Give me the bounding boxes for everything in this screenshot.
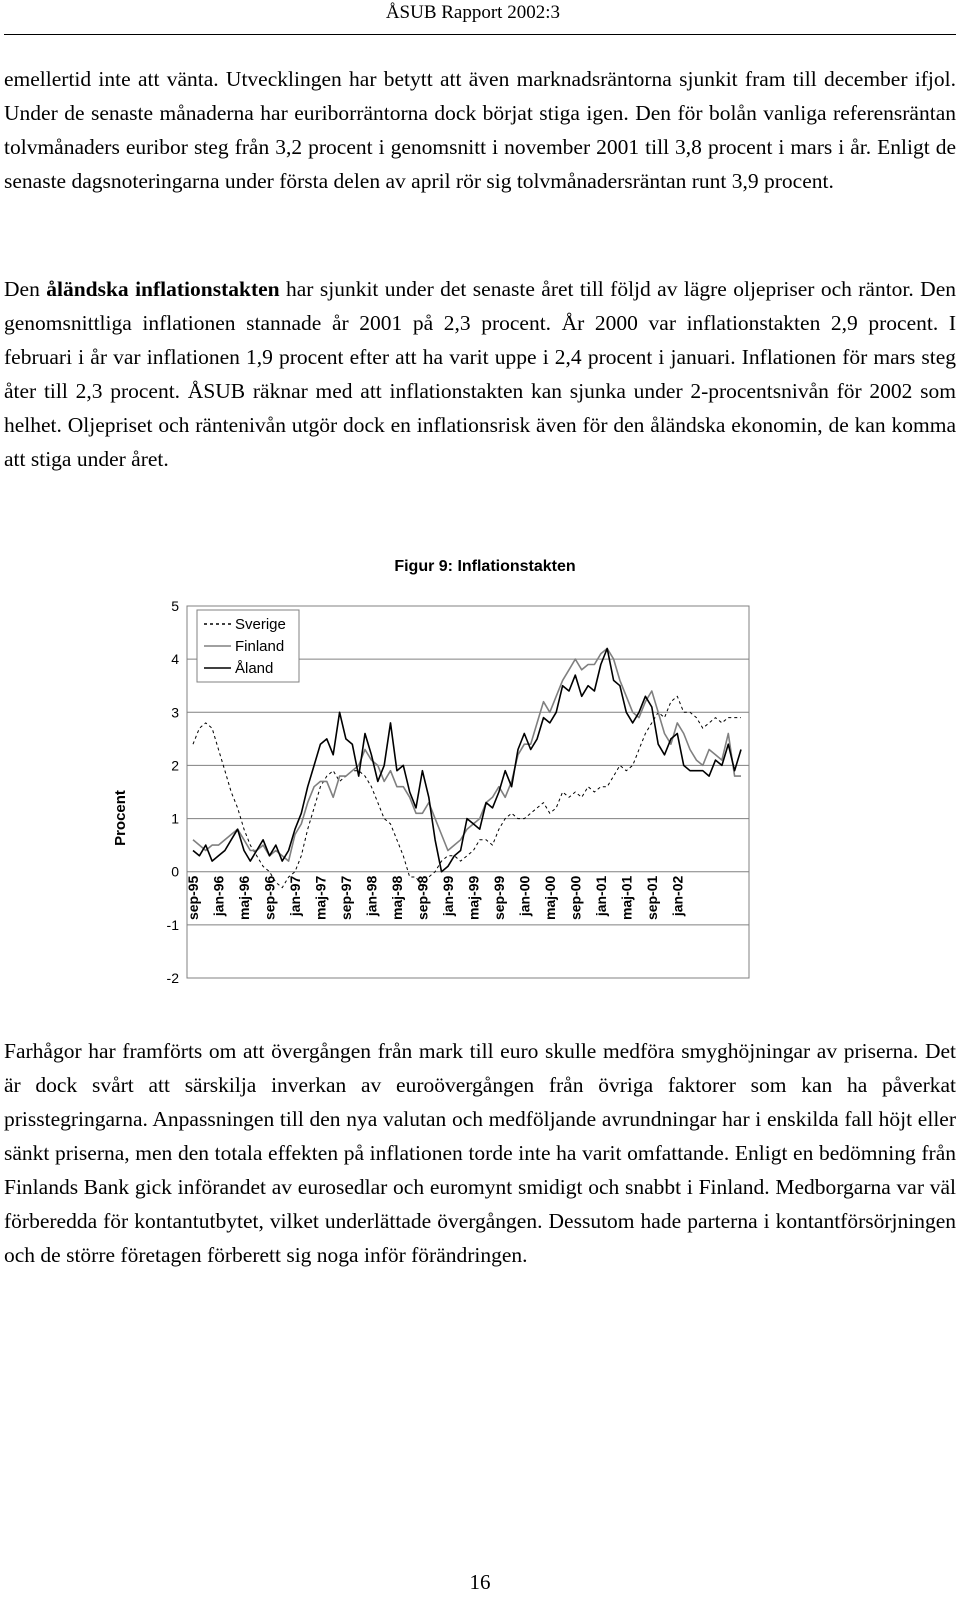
x-tick-label: jan-99: [439, 875, 456, 917]
x-tick-label: sep-97: [337, 875, 354, 921]
series-line-sverige: [193, 696, 741, 887]
series-lines: [193, 649, 741, 888]
x-tick-label: jan-02: [669, 875, 686, 917]
paragraph-inflation-bold: åländska inflationstakten: [46, 277, 280, 301]
y-tick-label: 4: [171, 651, 179, 668]
x-tick-label: maj-97: [312, 875, 329, 921]
y-tick-label: -1: [166, 916, 179, 933]
chart-title: Figur 9: Inflationstakten: [394, 558, 576, 575]
chart-ylabel: Procent: [112, 790, 129, 846]
x-tick-label: maj-96: [236, 875, 252, 921]
x-tick-label: maj-00: [541, 875, 558, 921]
x-tick-label: jan-00: [516, 875, 533, 917]
y-axis-ticks: [167, 598, 180, 986]
x-tick-label: sep-99: [490, 875, 507, 921]
x-tick-label: jan-96: [210, 875, 227, 917]
y-tick-label: 2: [171, 757, 179, 774]
x-tick-label: maj-01: [618, 875, 635, 921]
x-tick-label: sep-00: [567, 875, 584, 921]
x-axis-ticks: [185, 875, 685, 920]
x-tick-label: maj-99: [465, 875, 482, 921]
x-tick-label: maj-98: [388, 875, 405, 921]
paragraph-interest-rates: emellertid inte att vänta. Utvecklingen har betytt att även marknadsräntorna sjunkit fram till december ifjol. Under de senaste månaderna har euriborräntorna dock börjat stiga igen. Den för bolån vanliga referensräntan tolvmånaders euribor steg från 3,2 procent i genomsnitt i november 2001 till 3,8 procent i mars i år. Enligt de senaste dagsnoteringarna under första delen av april rör sig tolvmånadersräntan runt 3,9 procent.: [4, 67, 956, 193]
x-tick-label: sep-95: [185, 875, 201, 921]
inflation-chart: [100, 548, 800, 1020]
legend-label-finland: Finland: [235, 638, 285, 655]
paragraph-inflation: [4, 272, 956, 476]
paragraph-inflation-start: Den: [4, 277, 47, 301]
y-tick-label: 0: [171, 863, 179, 880]
y-tick-label: -2: [166, 970, 179, 986]
paragraph-inflation-rest: har sjunkit under det senaste året till följd av lägre oljepriser och räntor. Den genomsnittliga inflationen stannade år 2001 på 2,3 procent. År 2000 var inflationstakten 2,9 procent. I februari i år var inflationen 1,9 procent efter att ha varit uppe i 2,4 procent i januari. Inflationen för mars steg åter till 2,3 procent. ÅSUB räknar med att inflationstakten kan sjunka under 2-procentsnivån för 2002 som helhet. Oljepriset och räntenivån utgör dock en inflationsrisk även för den åländska ekonomin, de kan komma att stiga under året.: [4, 277, 956, 471]
header-rule: [4, 34, 956, 35]
x-tick-label: sep-96: [261, 875, 278, 921]
x-tick-label: jan-97: [287, 875, 303, 917]
report-header: ÅSUB Rapport 2002:3: [385, 2, 560, 23]
chart-legend: [197, 610, 299, 682]
y-tick-label: 1: [171, 810, 179, 827]
x-tick-label: jan-01: [592, 875, 609, 917]
legend-label-aland: Åland: [235, 660, 274, 677]
x-tick-label: sep-01: [643, 875, 660, 921]
x-tick-label: jan-98: [363, 875, 380, 917]
y-tick-label: 3: [171, 704, 179, 721]
legend-label-sverige: Sverige: [235, 616, 286, 633]
paragraph-euro-changeover: Farhågor har framförts om att övergången från mark till euro skulle medföra smyghöjningar av priserna. Det är dock svårt att särskilja inverkan av euroövergången från övriga faktorer som kan ha påverkat prisstegringarna. Anpassningen till den nya valutan och medföljande avrundningar har i enskilda fall höjt eller sänkt priserna, men den totala effekten på inflationen torde inte ha varit omfattande. Enligt en bedömning från Finlands Bank gick införandet av eurosedlar och euromynt smidigt och snabbt i Finland. Medborgarna var väl förberedda för kontantutbytet, vilket underlättade övergången. Dessutom hade parterna i kontantförsörjningen och de större företagen förberett sig noga inför förändringen.: [4, 1039, 956, 1267]
inflation-chart-svg: [100, 548, 800, 1020]
x-tick-label: sep-98: [414, 875, 431, 921]
page-number: 16: [469, 1570, 491, 1594]
y-tick-label: 5: [171, 598, 179, 614]
